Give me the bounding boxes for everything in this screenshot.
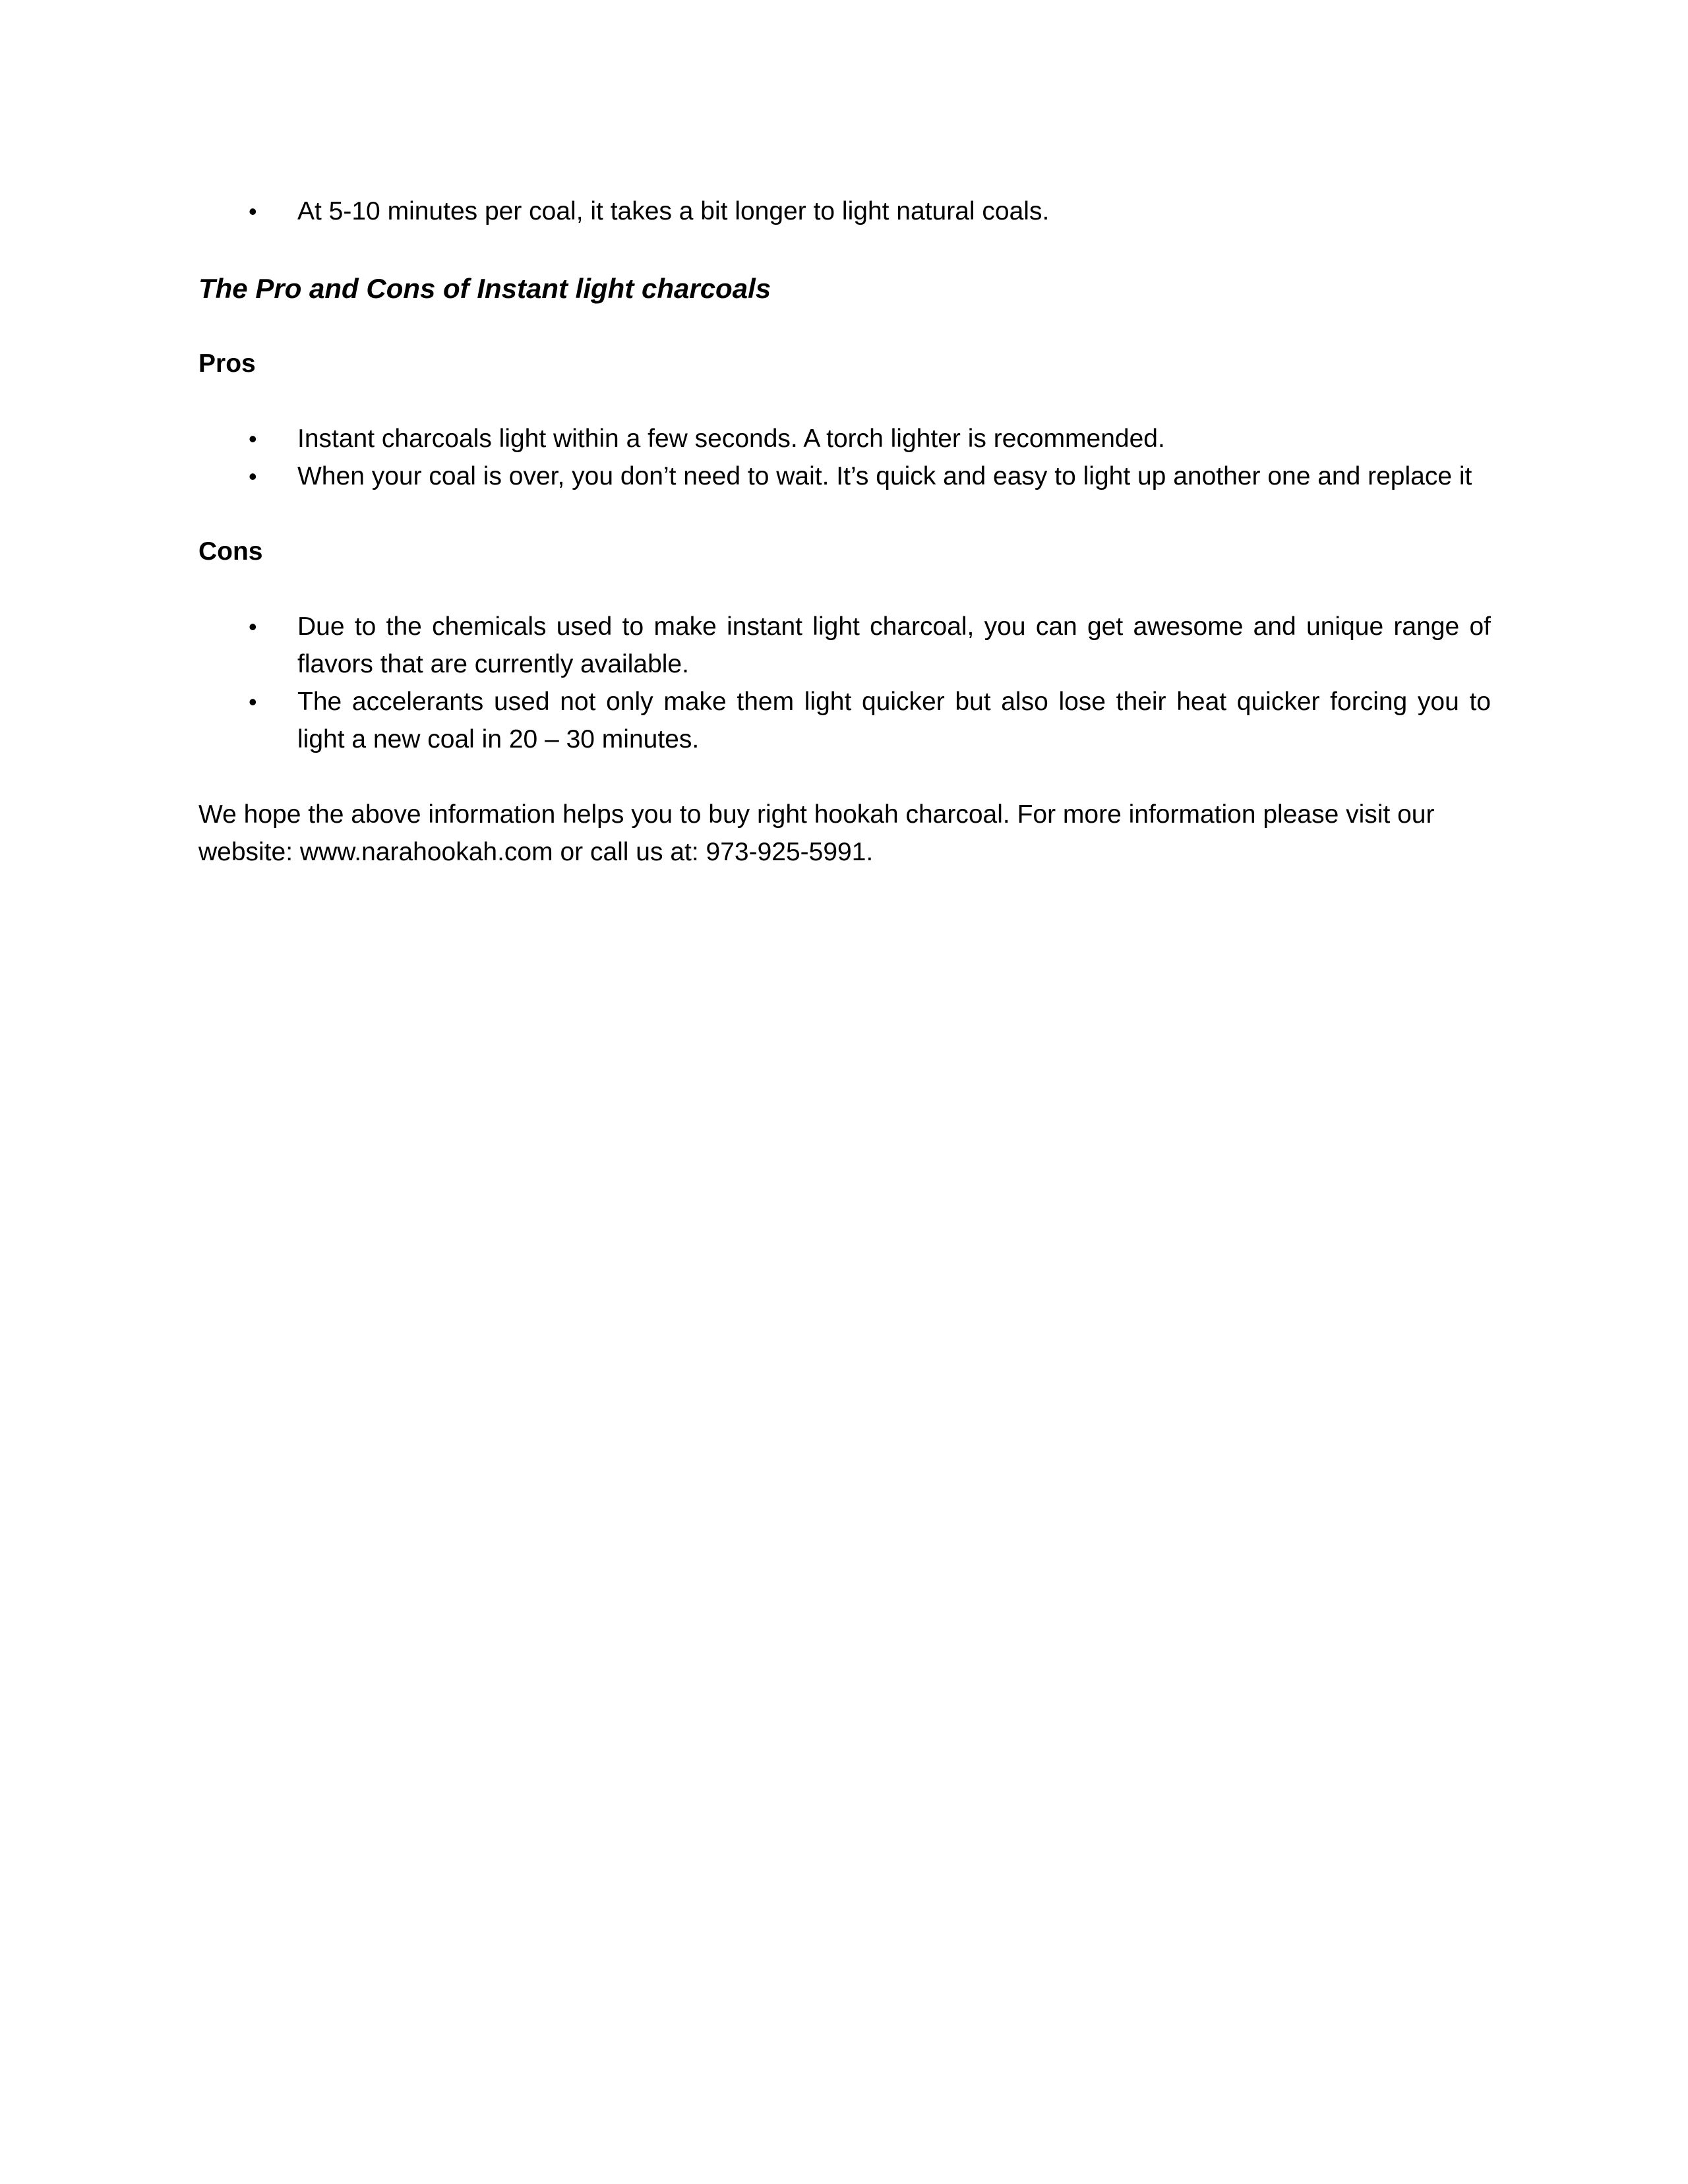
list-item-text: When your coal is over, you don’t need to wait. It’s quick and easy to light up another one and replace it [297, 462, 1472, 490]
cons-list [198, 608, 1491, 758]
pros-list [198, 420, 1491, 495]
list-item [198, 683, 1491, 758]
pros-heading: Pros [198, 349, 256, 378]
section-heading: The Pro and Cons of Instant light charcoals [198, 273, 771, 304]
bullet-icon: • [249, 425, 257, 452]
list-item-text: The accelerants used not only make them light quicker but also lose their heat quicker forcing you to light a new coal in 20 – 30 minutes. [297, 688, 1491, 753]
list-item-text: Instant charcoals light within a few seconds. A torch lighter is recommended. [297, 425, 1165, 453]
list-item [198, 457, 1491, 495]
closing-paragraph: We hope the above information helps you to buy right hookah charcoal. For more information please visit our website: www.narahookah.com or call us at: 973-925-5991. [198, 800, 1435, 866]
list-item-text: Due to the chemicals used to make instant light charcoal, you can get awesome and unique range of flavors that are currently available. [297, 612, 1491, 678]
list-item-text: At 5-10 minutes per coal, it takes a bit longer to light natural coals. [297, 197, 1050, 225]
bullet-icon: • [249, 463, 257, 490]
bullet-icon: • [249, 613, 257, 640]
list-item [198, 420, 1491, 457]
list-item [198, 608, 1491, 683]
bullet-icon: • [249, 198, 257, 225]
list-item [198, 192, 1491, 230]
intro-bullet-list [198, 192, 1491, 230]
cons-heading: Cons [198, 537, 263, 566]
document-body [198, 192, 1491, 897]
bullet-icon: • [249, 688, 257, 715]
